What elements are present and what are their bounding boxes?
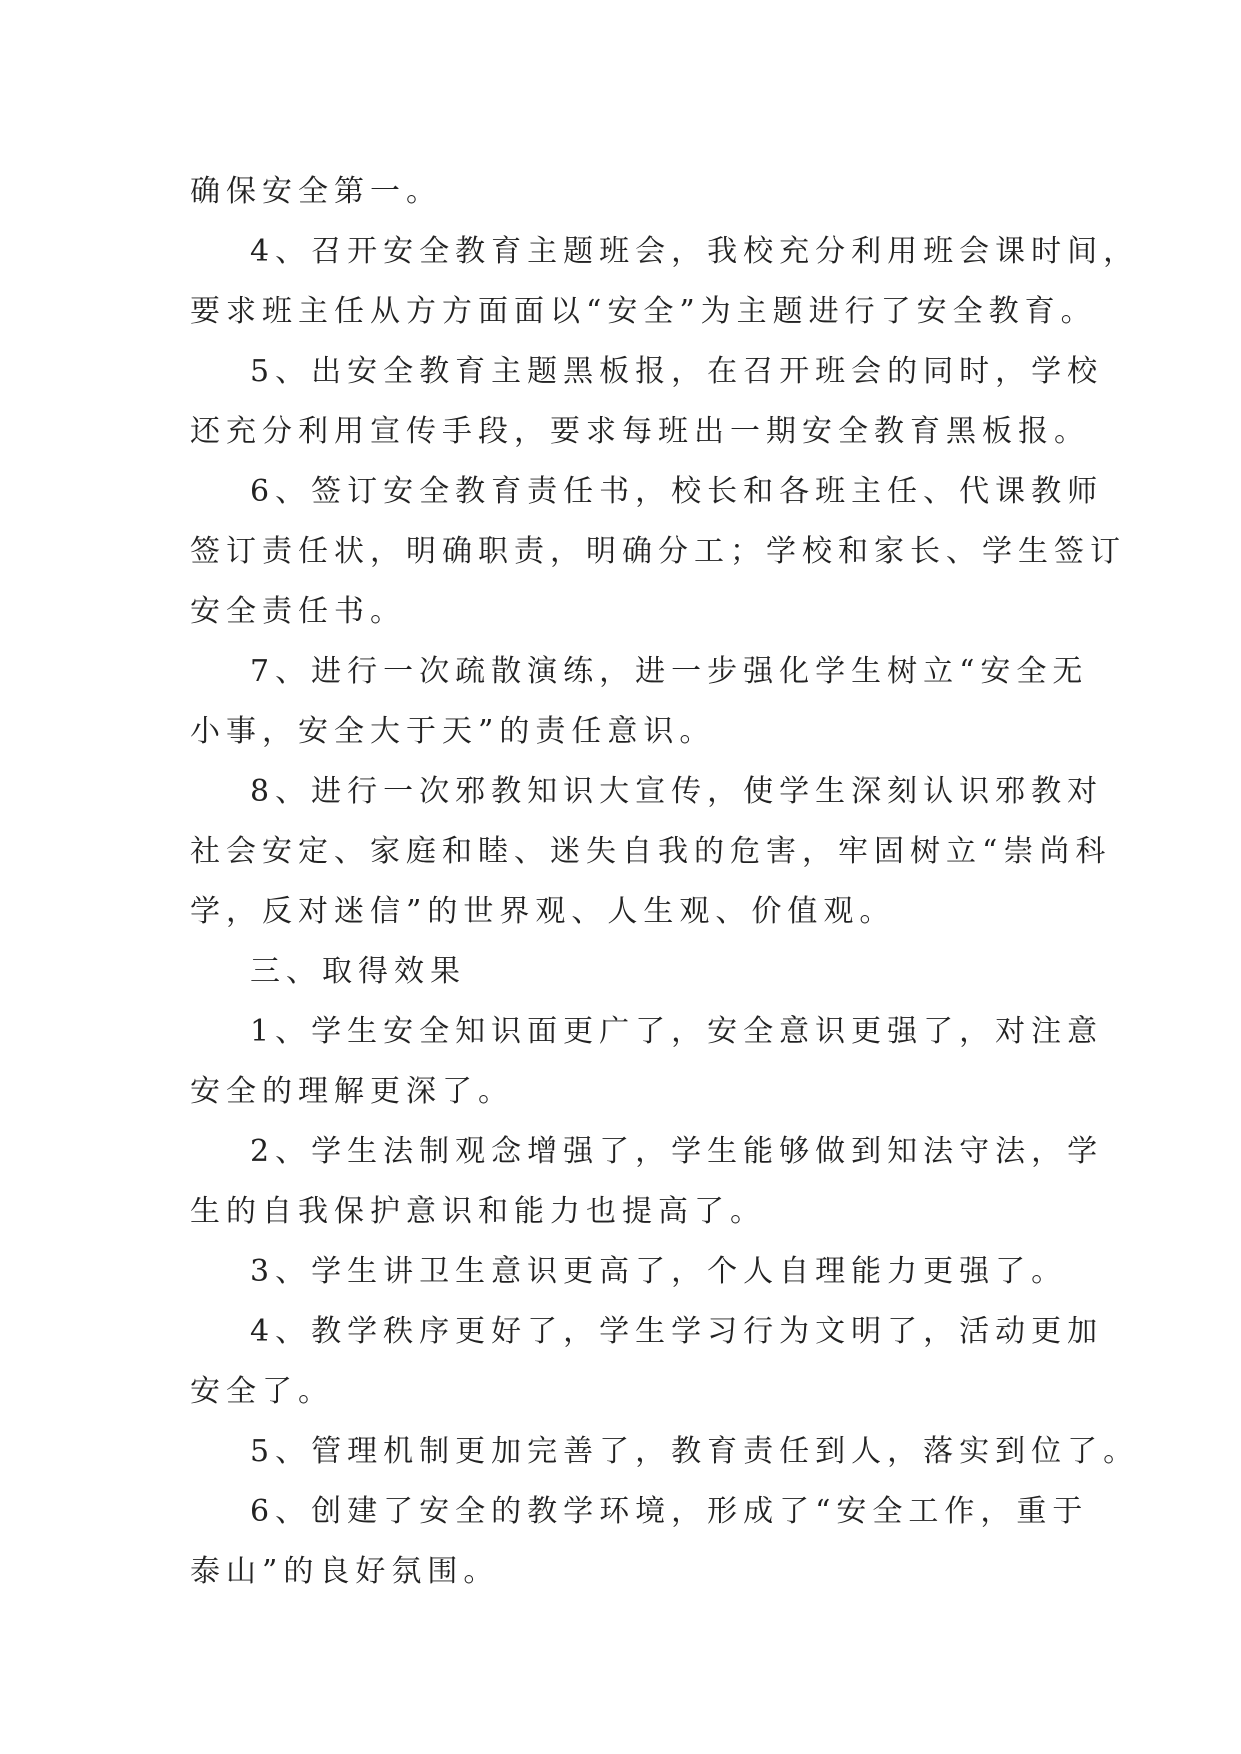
text-line: 8、进行一次邪教知识大宣传，使学生深刻认识邪教对 xyxy=(250,774,1104,809)
text-line: 泰山”的良好氛围。 xyxy=(190,1554,500,1589)
text-line: 安全了。 xyxy=(190,1374,334,1409)
text-line: 学，反对迷信”的世界观、人生观、价值观。 xyxy=(190,894,896,929)
text-line: 5、出安全教育主题黑板报，在召开班会的同时，学校 xyxy=(250,354,1104,389)
text-line: 安全的理解更深了。 xyxy=(190,1074,514,1109)
text-line: 3、学生讲卫生意识更高了，个人自理能力更强了。 xyxy=(250,1254,1068,1289)
text-line: 7、进行一次疏散演练，进一步强化学生树立“安全无 xyxy=(250,654,1089,689)
text-line: 要求班主任从方方面面以“安全”为主题进行了安全教育。 xyxy=(190,294,1097,329)
text-line: 2、学生法制观念增强了，学生能够做到知法守法，学 xyxy=(250,1134,1104,1169)
document-body xyxy=(190,162,1140,1602)
text-line: 安全责任书。 xyxy=(190,594,406,629)
text-line: 6、签订安全教育责任书，校长和各班主任、代课教师 xyxy=(250,474,1104,509)
text-line: 社会安定、家庭和睦、迷失自我的危害，牢固树立“崇尚科 xyxy=(190,834,1112,869)
text-line: 1、学生安全知识面更广了，安全意识更强了，对注意 xyxy=(250,1014,1104,1049)
section-heading: 三、取得效果 xyxy=(250,954,466,989)
text-line: 6、创建了安全的教学环境，形成了“安全工作，重于 xyxy=(250,1494,1089,1529)
text-line: 小事，安全大于天”的责任意识。 xyxy=(190,714,716,749)
text-line: 生的自我保护意识和能力也提高了。 xyxy=(190,1194,766,1229)
text-line: 签订责任状，明确职责，明确分工；学校和家长、学生签订 xyxy=(190,534,1126,569)
text-line: 确保安全第一。 xyxy=(190,174,442,209)
text-line: 5、管理机制更加完善了，教育责任到人，落实到位了。 xyxy=(250,1434,1140,1469)
text-line: 4、教学秩序更好了，学生学习行为文明了，活动更加 xyxy=(250,1314,1104,1349)
text-line: 4、召开安全教育主题班会，我校充分利用班会课时间， xyxy=(250,234,1140,269)
text-line: 还充分利用宣传手段，要求每班出一期安全教育黑板报。 xyxy=(190,414,1090,449)
